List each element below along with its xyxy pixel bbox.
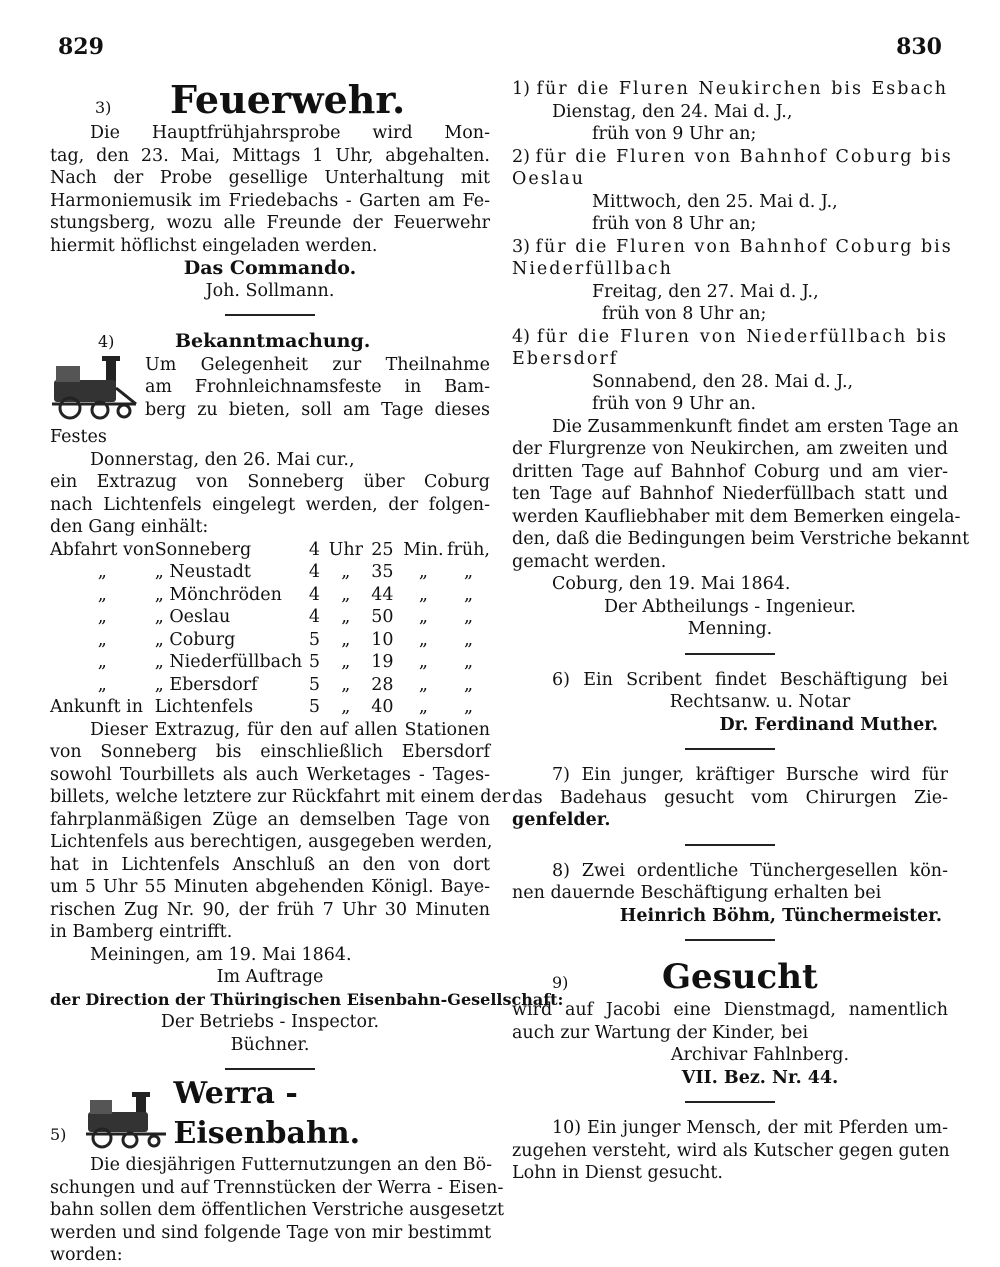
schedule-cell: „ <box>463 584 474 605</box>
badehaus-line: das Badehaus gesucht vom Chirurgen Zie- <box>512 787 948 808</box>
bekanntmachung-line: Lichtenfels aus berechtigen, ausgegeben werden, <box>50 832 493 852</box>
right-column <box>512 78 970 1185</box>
bekanntmachung-heading <box>50 330 490 354</box>
bekanntmachung-line: am Frohnleichnamsfeste in Bam- <box>145 377 490 397</box>
flur-entry <box>512 326 948 416</box>
flur-line: Niederfüllbach <box>512 259 673 279</box>
schedule-row <box>50 539 490 562</box>
flur-entry <box>512 236 953 326</box>
schedule-cell: „ <box>341 607 351 627</box>
zusammenkunft-line: der Flurgrenze von Neukirchen, am zweiten und <box>512 439 948 459</box>
gesucht-heading <box>512 955 948 999</box>
schedule-cell: früh, <box>447 539 490 560</box>
feuerwehr-signature: Das Commando. <box>183 257 357 279</box>
schedule-cell: „ <box>463 652 474 672</box>
feuerwehr-line: Nach der Probe gesellige Unterhaltung mit <box>50 168 490 188</box>
mensch-line: 10) Ein junger Mensch, der mit Pferden um- <box>552 1118 948 1138</box>
section-divider <box>685 653 775 655</box>
bekanntmachung-line: Um Gelegenheit zur Theilnahme <box>145 354 490 375</box>
scribent-name: Dr. Ferdinand Muther. <box>719 714 938 735</box>
section-divider <box>685 1101 775 1103</box>
schedule-cell: „ <box>341 562 351 582</box>
item-number: 3) <box>95 98 112 117</box>
schedule-cell: „ <box>341 674 351 695</box>
schedule-row <box>50 606 490 629</box>
flur-time: früh von 8 Uhr an; <box>592 214 757 234</box>
item-number: 5) <box>50 1124 67 1144</box>
feuerwehr-heading <box>50 78 490 122</box>
werra-heading <box>50 1074 490 1154</box>
werra-line: Die diesjährigen Futternutzungen an den Bö- <box>90 1155 493 1175</box>
zusammenkunft-line: dritten Tage auf Bahnhof Coburg und am vier- <box>512 461 948 482</box>
bekanntmachung-line: von Sonneberg bis einschließlich Ebersdorf <box>50 742 490 762</box>
bekanntmachung-name: Büchner. <box>230 1034 310 1055</box>
schedule-cell: „ Mönchröden <box>154 584 282 605</box>
schedule-row <box>50 629 490 652</box>
feuerwehr-line: hiermit höflichst eingeladen werden. <box>50 235 378 256</box>
werra-line: werden und sind folgende Tage von mir bestimmt <box>50 1222 492 1243</box>
bekanntmachung-line: um 5 Uhr 55 Minuten abgehenden Königl. Baye- <box>50 877 490 897</box>
bekanntmachung-line: ein Extrazug von Sonneberg über Coburg <box>50 472 490 492</box>
schedule-cell: „ <box>418 652 428 672</box>
gesucht-name: Archivar Fahlnberg. <box>670 1045 850 1065</box>
schedule-cell: 5 <box>308 697 320 717</box>
schedule-cell: 4 <box>308 607 320 627</box>
bekanntmachung-date: Donnerstag, den 26. Mai cur., <box>90 449 355 470</box>
section-divider <box>685 748 775 750</box>
zusammenkunft-line: Die Zusammenkunft findet am ersten Tage an <box>552 416 959 437</box>
schedule-cell: „ Oeslau <box>154 607 231 627</box>
schedule-cell: Abfahrt von <box>50 539 155 560</box>
werra-line: schungen und auf Trennstücken der Werra - Eisen- <box>50 1177 504 1198</box>
tuencher-line: nen dauernde Beschäftigung erhalten bei <box>512 883 882 903</box>
bekanntmachung-intro <box>50 354 490 427</box>
schedule-cell: 5 <box>308 652 320 672</box>
schedule-cell: „ <box>463 697 474 717</box>
flur-line: 1) für die Fluren Neukirchen bis Esbach <box>512 79 948 99</box>
item-number: 9) <box>552 973 569 992</box>
schedule-cell: 4 <box>308 584 320 605</box>
bekanntmachung-title: Bekanntmachung. <box>175 330 371 352</box>
schedule-cell: „ <box>97 674 107 695</box>
schedule-row <box>50 651 490 674</box>
flur-day: Sonnabend, den 28. Mai d. J., <box>592 371 854 392</box>
train-schedule-table <box>50 539 490 719</box>
feuerwehr-title: Feuerwehr. <box>170 77 406 122</box>
bekanntmachung-auftrag: Im Auftrage <box>216 967 324 987</box>
gesucht-title: Gesucht <box>662 957 818 997</box>
locomotive-icon <box>84 1090 174 1155</box>
scribent-line: 6) Ein Scribent findet Beschäftigung bei <box>552 669 948 690</box>
flur-day: Freitag, den 27. Mai d. J., <box>592 281 819 302</box>
flur-time: früh von 9 Uhr an. <box>592 394 757 414</box>
schedule-cell: „ Niederfüllbach <box>154 652 303 672</box>
zusammenkunft-line: ten Tage auf Bahnhof Niederfüllbach statt und <box>512 484 948 504</box>
schedule-row <box>50 561 490 584</box>
zusammenkunft-line: werden Kaufliebhaber mit dem Bemerken eingela- <box>512 506 961 527</box>
werra-line: bahn sollen dem öffentlichen Verstriche ausgesetzt <box>50 1200 505 1220</box>
flur-day: Dienstag, den 24. Mai d. J., <box>552 101 793 122</box>
item-number: 4) <box>98 332 115 351</box>
locomotive-icon <box>50 354 145 427</box>
bekanntmachung-line: den Gang einhält: <box>50 517 209 537</box>
flur-line: Ebersdorf <box>512 349 619 369</box>
feuerwehr-line: Die Hauptfrühjahrsprobe wird Mon- <box>90 123 490 143</box>
section-divider <box>225 1068 315 1070</box>
bekanntmachung-line: Festes <box>50 427 107 447</box>
schedule-cell: 35 <box>371 562 394 582</box>
gesucht-address: VII. Bez. Nr. 44. <box>681 1067 839 1088</box>
werra-title: Werra - Eisenbahn. <box>173 1076 361 1151</box>
flur-entry <box>512 146 953 236</box>
tuencher-line: 8) Zwei ordentliche Tünchergesellen kön- <box>552 860 948 881</box>
bekanntmachung-direction: der Direction der Thüringischen Eisenbahn-Gesellschaft: <box>50 989 564 1009</box>
schedule-cell: „ <box>463 607 474 627</box>
page-number-left: 829 <box>58 34 104 60</box>
schedule-cell: Lichtenfels <box>154 697 254 717</box>
section-divider <box>225 314 315 316</box>
schedule-cell: Min. <box>403 539 444 560</box>
feuerwehr-line: stungsberg, wozu alle Freunde der Feuerwehr <box>50 213 490 233</box>
schedule-cell: 4 <box>308 562 320 582</box>
flur-time: früh von 9 Uhr an; <box>592 124 757 144</box>
schedule-cell: „ <box>418 562 428 582</box>
schedule-cell: „ <box>341 584 351 605</box>
schedule-cell: 19 <box>371 652 394 672</box>
flur-time: früh von 8 Uhr an; <box>602 304 767 324</box>
schedule-cell: „ <box>418 674 428 695</box>
schedule-cell: Sonneberg <box>154 539 252 560</box>
schedule-cell: „ <box>341 629 351 650</box>
schedule-cell: „ <box>97 562 107 582</box>
schedule-cell: „ <box>97 607 107 627</box>
bekanntmachung-line: Dieser Extrazug, für den auf allen Stationen <box>90 719 490 740</box>
schedule-cell: „ Neustadt <box>154 562 251 582</box>
schedule-cell: 5 <box>308 674 320 695</box>
feuerwehr-line: tag, den 23. Mai, Mittags 1 Uhr, abgehalten. <box>50 145 490 166</box>
bekanntmachung-line: in Bamberg eintrifft. <box>50 922 233 942</box>
tuencher-name: Heinrich Böhm, Tünchermeister. <box>619 905 942 926</box>
flur-line: 4) für die Fluren von Niederfüllbach bis <box>512 326 948 347</box>
schedule-cell: Uhr <box>328 539 364 560</box>
flur-line: Oeslau <box>512 169 585 189</box>
bekanntmachung-role: Der Betriebs - Inspector. <box>160 1012 380 1032</box>
schedule-cell: „ <box>418 629 428 650</box>
schedule-row <box>50 584 490 607</box>
schedule-row <box>50 696 490 719</box>
bekanntmachung-line: nach Lichtenfels eingelegt werden, der folgen- <box>50 494 490 515</box>
schedule-cell: 10 <box>371 629 394 650</box>
schedule-cell: „ <box>97 629 107 650</box>
flur-entry <box>512 78 948 146</box>
schedule-cell: Ankunft in <box>50 697 143 717</box>
schedule-cell: „ <box>418 584 428 605</box>
schedule-cell: „ <box>463 562 474 582</box>
schedule-cell: „ <box>418 607 428 627</box>
schedule-cell: 50 <box>371 607 394 627</box>
flur-line: 3) für die Fluren von Bahnhof Coburg bis <box>512 236 953 257</box>
mensch-line: zugehen versteht, wird als Kutscher gegen guten <box>512 1140 950 1161</box>
flur-line: 2) für die Fluren von Bahnhof Coburg bis <box>512 146 953 167</box>
zusammenkunft-line: den, daß die Bedingungen beim Verstriche bekannt <box>512 529 970 549</box>
gesucht-line: auch zur Wartung der Kinder, bei <box>512 1022 809 1043</box>
bekanntmachung-place-date: Meiningen, am 19. Mai 1864. <box>90 944 352 965</box>
schedule-cell: 25 <box>371 539 394 560</box>
bekanntmachung-line: rischen Zug Nr. 90, der früh 7 Uhr 30 Minuten <box>50 899 490 920</box>
bekanntmachung-line: hat in Lichtenfels Anschluß an den von dort <box>50 854 490 875</box>
schedule-cell: „ <box>97 652 107 672</box>
schedule-cell: „ <box>418 697 428 717</box>
schedule-cell: „ <box>341 697 351 717</box>
schedule-cell: „ <box>463 674 474 695</box>
badehaus-line: 7) Ein junger, kräftiger Bursche wird für <box>552 765 948 785</box>
section-divider <box>685 939 775 941</box>
mensch-line: Lohn in Dienst gesucht. <box>512 1163 723 1183</box>
bekanntmachung-line: billets, welche letztere zur Rückfahrt mit einem der <box>50 787 511 807</box>
ingenieur-name: Menning. <box>687 619 773 639</box>
schedule-cell: „ <box>97 584 107 605</box>
bekanntmachung-line: berg zu bieten, soll am Tage dieses <box>145 399 490 420</box>
section-divider <box>685 844 775 846</box>
schedule-cell: 5 <box>308 629 320 650</box>
ingenieur-title: Der Abtheilungs - Ingenieur. <box>603 596 856 617</box>
schedule-cell: „ Coburg <box>154 629 236 650</box>
schedule-cell: „ <box>341 652 351 672</box>
gesucht-line: wird auf Jacobi eine Dienstmagd, namentlich <box>512 1000 948 1020</box>
schedule-row <box>50 674 490 697</box>
badehaus-line: genfelder. <box>512 810 611 830</box>
feuerwehr-name: Joh. Sollmann. <box>205 280 335 301</box>
page-number-right: 830 <box>896 34 942 60</box>
schedule-cell: „ <box>463 629 474 650</box>
zusammenkunft-line: gemacht werden. <box>512 551 667 572</box>
schedule-cell: 40 <box>371 697 394 717</box>
werra-line: worden: <box>50 1245 123 1265</box>
scribent-line: Rechtsanw. u. Notar <box>669 692 851 712</box>
schedule-cell: „ Ebersdorf <box>154 674 258 695</box>
schedule-cell: 44 <box>371 584 394 605</box>
schedule-cell: 4 <box>308 539 320 560</box>
bekanntmachung-line: sowohl Tourbillets als auch Werketages - Tages- <box>50 764 490 785</box>
coburg-date: Coburg, den 19. Mai 1864. <box>552 574 791 594</box>
schedule-cell: 28 <box>371 674 394 695</box>
feuerwehr-line: Harmoniemusik im Friedebachs - Garten am Fe- <box>50 190 490 211</box>
bekanntmachung-line: fahrplanmäßigen Züge an demselben Tage von <box>50 809 490 830</box>
flur-day: Mittwoch, den 25. Mai d. J., <box>592 191 838 212</box>
